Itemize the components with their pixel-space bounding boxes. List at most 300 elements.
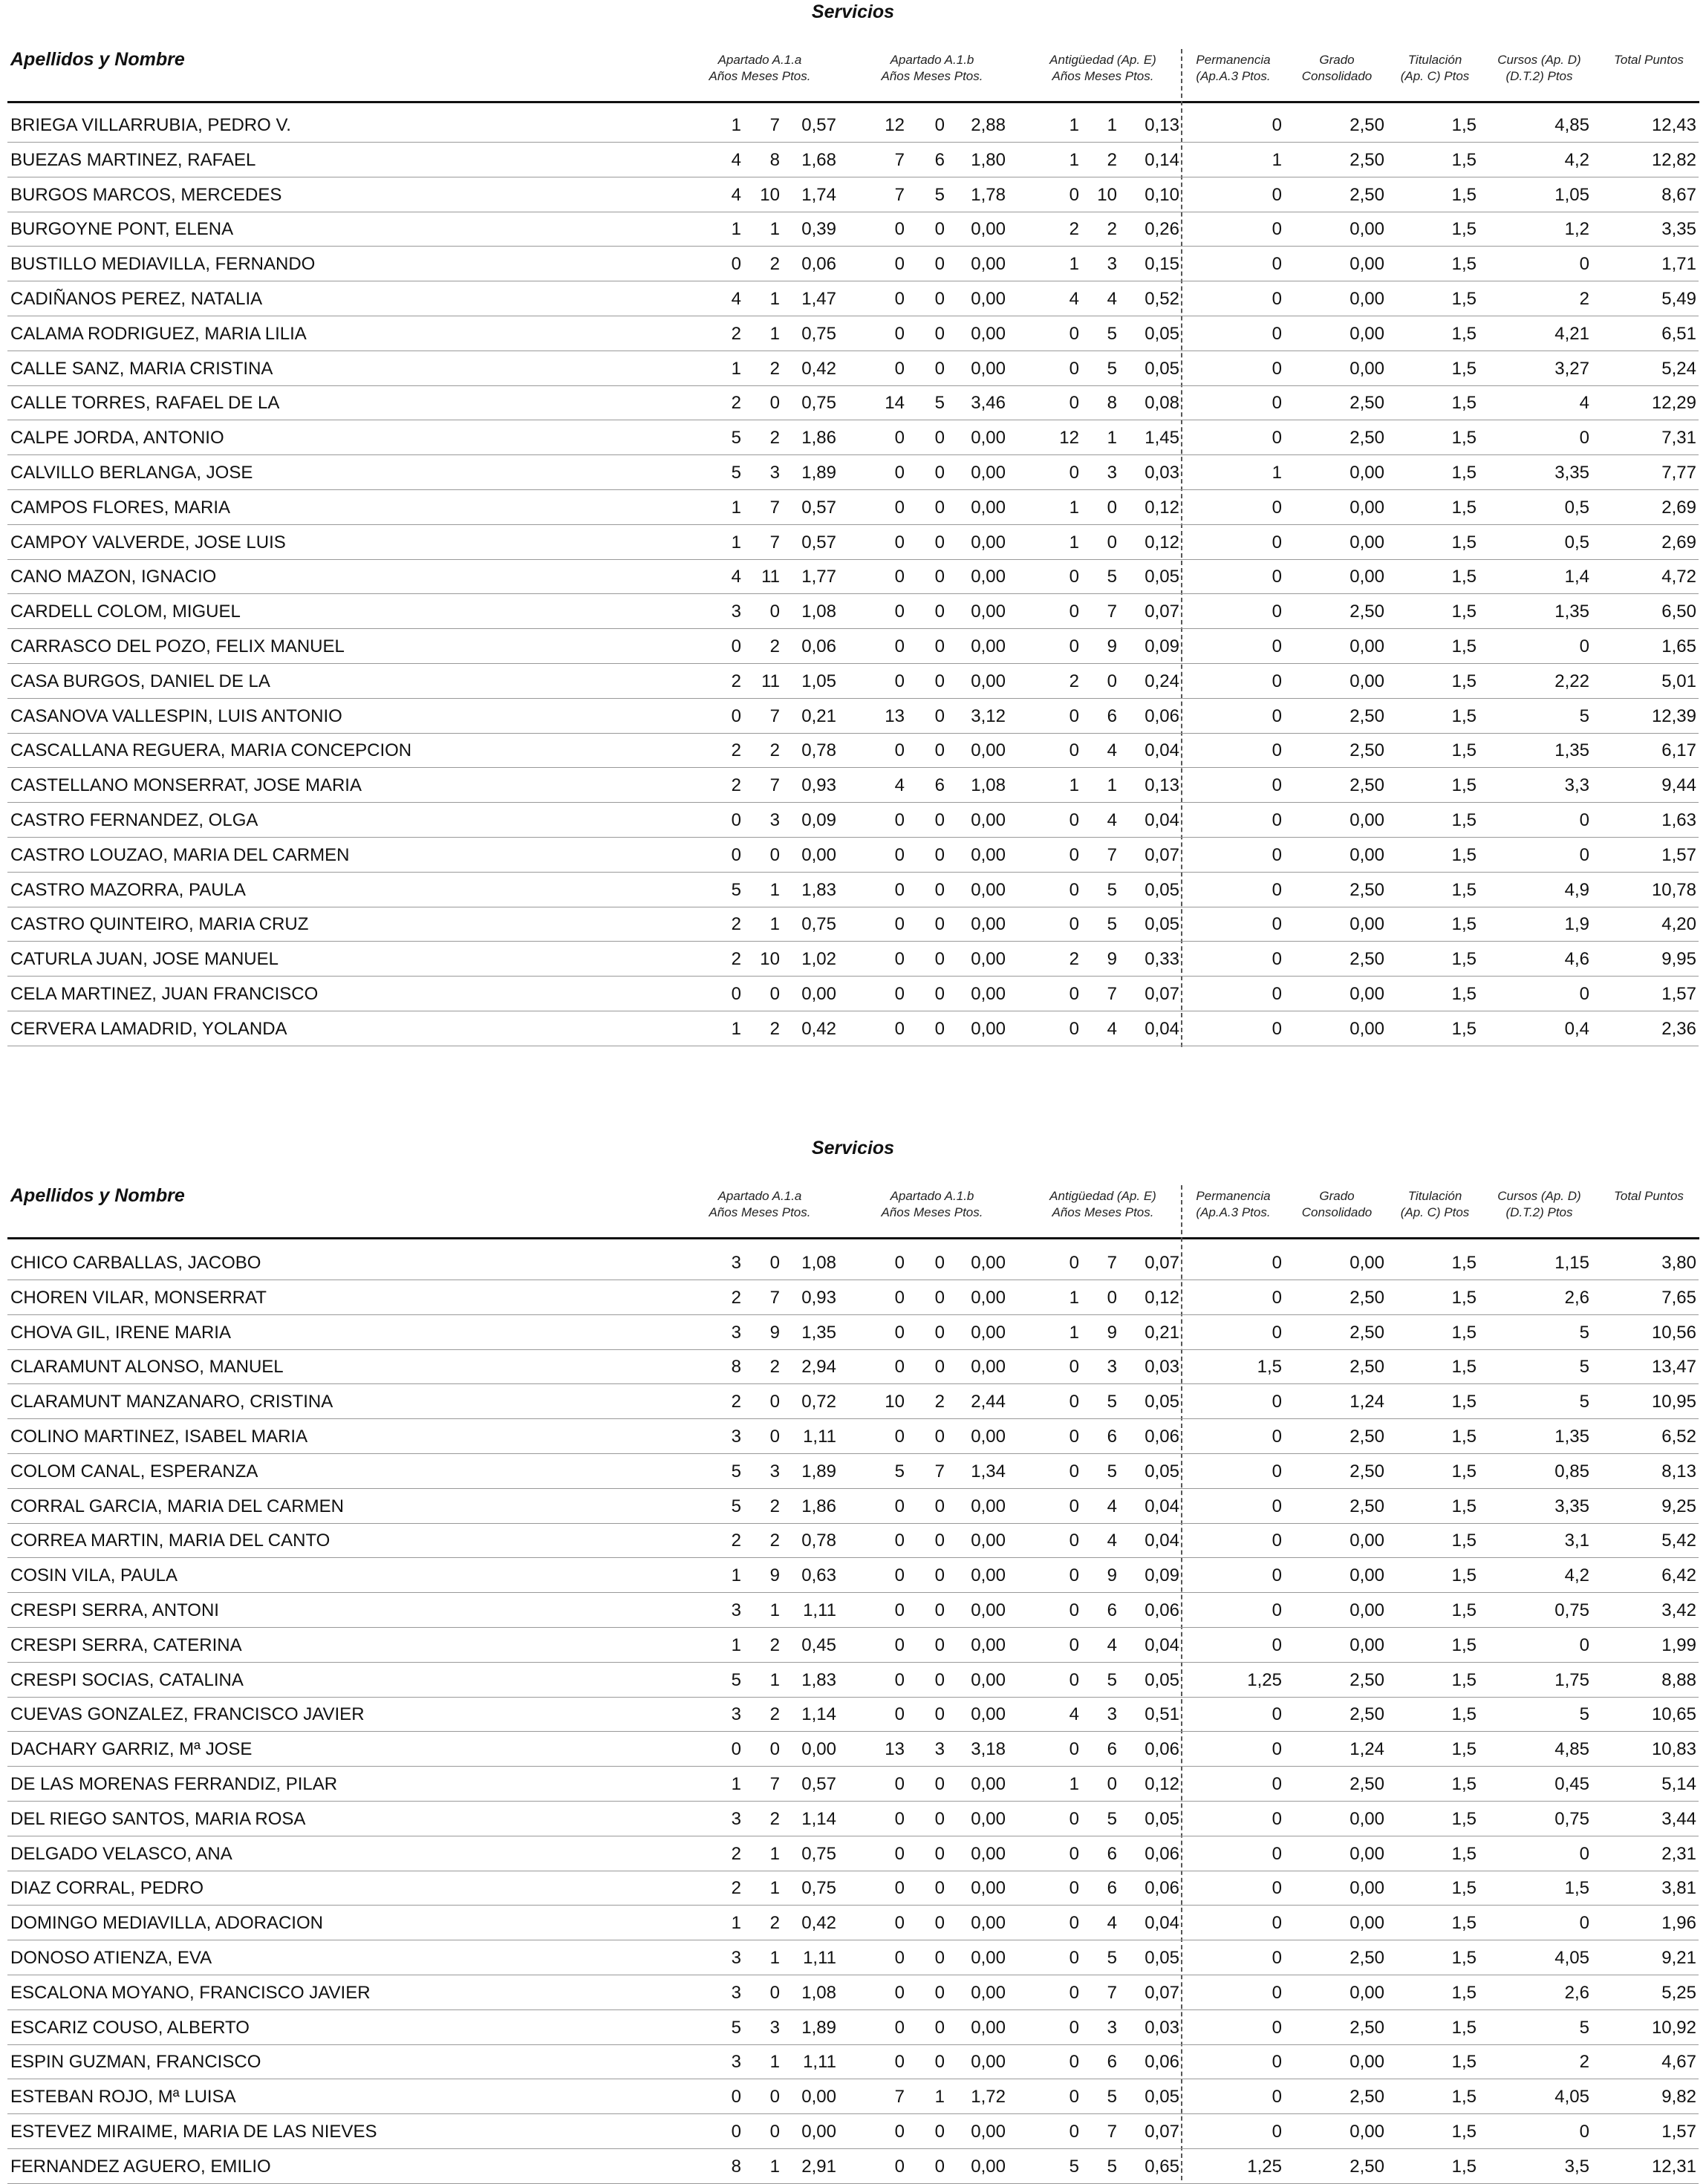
cell-permanencia: 0 (1272, 1427, 1282, 1447)
cell-antig-years: 0 (1069, 324, 1079, 344)
cell-antig-months: 4 (1107, 1913, 1117, 1933)
cell-a1b-points: 0,00 (971, 254, 1006, 274)
cell-antig-points: 0,14 (1145, 150, 1179, 170)
cell-a1a-years: 3 (731, 1948, 741, 1968)
cell-titulacion: 1,5 (1451, 1392, 1477, 1412)
cell-a1b-months: 0 (934, 671, 945, 691)
cell-cursos: 0,75 (1554, 1600, 1589, 1620)
cell-a1b-years: 0 (894, 810, 905, 830)
cell-antig-years: 0 (1069, 1809, 1079, 1829)
cell-a1b-months: 0 (934, 1496, 945, 1516)
cell-a1a-years: 8 (731, 2157, 741, 2177)
cell-a1b-years: 0 (894, 567, 905, 587)
cell-permanencia: 0 (1272, 1531, 1282, 1551)
cell-antig-points: 0,06 (1145, 1427, 1179, 1447)
cell-titulacion: 1,5 (1451, 1913, 1477, 1933)
cell-total: 4,72 (1661, 567, 1696, 587)
cell-antig-years: 0 (1069, 740, 1079, 760)
cell-name: CASANOVA VALLESPIN, LUIS ANTONIO (10, 706, 342, 726)
cell-a1a-months: 2 (769, 1809, 780, 1829)
cell-a1a-months: 7 (769, 498, 780, 518)
table-row (0, 1524, 1706, 1558)
cell-a1a-years: 4 (731, 150, 741, 170)
cell-grado: 1,24 (1350, 1739, 1384, 1759)
cell-a1a-months: 3 (769, 2018, 780, 2038)
cell-name: ESCALONA MOYANO, FRANCISCO JAVIER (10, 1983, 371, 2003)
cell-a1b-points: 0,00 (971, 1531, 1006, 1551)
cell-a1a-months: 0 (769, 845, 780, 865)
cell-name: CAMPOY VALVERDE, JOSE LUIS (10, 532, 286, 552)
cell-antig-points: 0,07 (1145, 602, 1179, 622)
cell-total: 10,78 (1651, 880, 1696, 900)
cell-antig-years: 0 (1069, 1496, 1079, 1516)
cell-cursos: 5 (1579, 706, 1589, 726)
cell-a1b-years: 0 (894, 1878, 905, 1898)
table-row (0, 421, 1706, 455)
cell-titulacion: 1,5 (1451, 1774, 1477, 1794)
cell-total: 5,25 (1661, 1983, 1696, 2003)
cell-cursos: 4,2 (1564, 150, 1589, 170)
cell-a1b-months: 5 (934, 393, 945, 413)
cell-a1b-months: 2 (934, 1392, 945, 1412)
cell-cursos: 1,2 (1564, 219, 1589, 239)
table-row (0, 1455, 1706, 1489)
cell-a1b-months: 0 (934, 115, 945, 135)
cell-a1a-years: 1 (731, 1635, 741, 1655)
cell-antig-years: 1 (1069, 150, 1079, 170)
cell-a1b-points: 0,00 (971, 289, 1006, 309)
cell-total: 9,25 (1661, 1496, 1696, 1516)
cell-antig-months: 4 (1107, 289, 1117, 309)
cell-antig-years: 1 (1069, 254, 1079, 274)
cell-titulacion: 1,5 (1451, 706, 1477, 726)
cell-antig-months: 5 (1107, 880, 1117, 900)
cell-antig-months: 5 (1107, 1461, 1117, 1481)
cell-a1b-points: 0,00 (971, 740, 1006, 760)
cell-a1b-months: 0 (934, 219, 945, 239)
cell-cursos: 2 (1579, 289, 1589, 309)
cell-total: 2,69 (1661, 498, 1696, 518)
cell-a1b-points: 0,00 (971, 498, 1006, 518)
cell-grado: 2,50 (1350, 1774, 1384, 1794)
header-cursos: Cursos (Ap. D) (D.T.2) Ptos (1497, 53, 1581, 83)
cell-antig-points: 0,04 (1145, 1635, 1179, 1655)
table-row (0, 1941, 1706, 1975)
cell-a1b-years: 0 (894, 1496, 905, 1516)
cell-a1b-points: 0,00 (971, 671, 1006, 691)
cell-titulacion: 1,5 (1451, 1844, 1477, 1864)
cell-cursos: 0,75 (1554, 1809, 1589, 1829)
cell-grado: 0,00 (1350, 810, 1384, 830)
cell-grado: 2,50 (1350, 2087, 1384, 2107)
cell-a1b-years: 0 (894, 463, 905, 483)
cell-grado: 0,00 (1350, 1531, 1384, 1551)
table-row (0, 977, 1706, 1011)
cell-grado: 2,50 (1350, 1461, 1384, 1481)
cell-grado: 2,50 (1350, 115, 1384, 135)
cell-titulacion: 1,5 (1451, 1809, 1477, 1829)
cell-a1b-months: 3 (934, 1739, 945, 1759)
cell-a1b-months: 1 (934, 2087, 945, 2107)
cell-a1a-years: 2 (731, 1531, 741, 1551)
cell-a1b-points: 1,08 (971, 775, 1006, 795)
row-rule (7, 628, 1699, 629)
cell-a1b-years: 0 (894, 1809, 905, 1829)
cell-a1a-years: 3 (731, 1600, 741, 1620)
cell-antig-months: 0 (1107, 671, 1117, 691)
cell-a1b-points: 0,00 (971, 1635, 1006, 1655)
cell-a1a-points: 0,09 (801, 810, 836, 830)
cell-permanencia: 0 (1272, 810, 1282, 830)
cell-total: 2,69 (1661, 532, 1696, 552)
table-row (0, 2011, 1706, 2045)
cell-antig-points: 0,05 (1145, 1461, 1179, 1481)
cell-cursos: 5 (1579, 1357, 1589, 1377)
cell-a1b-months: 0 (934, 2052, 945, 2072)
cell-antig-months: 6 (1107, 1878, 1117, 1898)
cell-a1a-years: 2 (731, 740, 741, 760)
table-row (0, 595, 1706, 629)
cell-antig-years: 0 (1069, 1427, 1079, 1447)
cell-a1a-months: 2 (769, 1357, 780, 1377)
cell-a1a-months: 9 (769, 1323, 780, 1343)
cell-antig-points: 0,06 (1145, 706, 1179, 726)
cell-antig-points: 0,05 (1145, 1670, 1179, 1690)
cell-a1a-points: 1,08 (801, 1253, 836, 1273)
cell-cursos: 0 (1579, 428, 1589, 448)
table-row (0, 1246, 1706, 1280)
cell-a1b-months: 0 (934, 636, 945, 656)
cell-a1b-years: 0 (894, 2157, 905, 2177)
header-rule (7, 1237, 1699, 1239)
cell-a1b-years: 0 (894, 1844, 905, 1864)
cell-a1b-points: 0,00 (971, 2018, 1006, 2038)
cell-antig-months: 6 (1107, 706, 1117, 726)
cell-total: 12,29 (1651, 393, 1696, 413)
cell-a1b-points: 0,00 (971, 1253, 1006, 1273)
table-row (0, 526, 1706, 560)
cell-titulacion: 1,5 (1451, 1496, 1477, 1516)
cell-titulacion: 1,5 (1451, 1427, 1477, 1447)
cell-titulacion: 1,5 (1451, 602, 1477, 622)
cell-a1b-months: 0 (934, 498, 945, 518)
cell-name: CRESPI SERRA, CATERINA (10, 1635, 242, 1655)
cell-antig-years: 12 (1059, 428, 1079, 448)
cell-a1a-points: 1,89 (801, 2018, 836, 2038)
cell-total: 4,20 (1661, 914, 1696, 934)
cell-a1a-points: 1,83 (801, 880, 836, 900)
cell-a1a-points: 1,83 (801, 1670, 836, 1690)
cell-a1a-points: 0,78 (801, 740, 836, 760)
cell-a1a-points: 0,72 (801, 1392, 836, 1412)
cell-cursos: 2,6 (1564, 1288, 1589, 1308)
cell-antig-years: 0 (1069, 1253, 1079, 1273)
table-row (0, 873, 1706, 907)
cell-titulacion: 1,5 (1451, 254, 1477, 274)
cell-a1b-years: 0 (894, 359, 905, 379)
cell-antig-years: 0 (1069, 1565, 1079, 1585)
cell-a1b-years: 0 (894, 914, 905, 934)
cell-permanencia: 0 (1272, 949, 1282, 969)
header-titulacion: Titulación (Ap. C) Ptos (1400, 53, 1470, 83)
cell-a1a-years: 0 (731, 636, 741, 656)
cell-a1a-months: 0 (769, 1427, 780, 1447)
cell-titulacion: 1,5 (1451, 498, 1477, 518)
cell-a1b-months: 0 (934, 359, 945, 379)
cell-cursos: 1,5 (1564, 1878, 1589, 1898)
row-rule (7, 1905, 1699, 1906)
cell-a1b-months: 7 (934, 1461, 945, 1481)
cell-a1a-months: 0 (769, 2122, 780, 2142)
cell-a1a-months: 2 (769, 1496, 780, 1516)
cell-grado: 0,00 (1350, 463, 1384, 483)
cell-total: 1,65 (1661, 636, 1696, 656)
cell-a1a-months: 0 (769, 393, 780, 413)
cell-a1a-months: 1 (769, 219, 780, 239)
cell-antig-years: 4 (1069, 1704, 1079, 1724)
cell-titulacion: 1,5 (1451, 984, 1477, 1004)
cell-total: 12,43 (1651, 115, 1696, 135)
cell-titulacion: 1,5 (1451, 185, 1477, 205)
cell-grado: 0,00 (1350, 567, 1384, 587)
cell-permanencia: 0 (1272, 428, 1282, 448)
cell-a1a-years: 0 (731, 810, 741, 830)
header-total: Total Puntos (1614, 53, 1684, 67)
cell-antig-months: 3 (1107, 2018, 1117, 2038)
cell-antig-months: 7 (1107, 1253, 1117, 1273)
cell-grado: 0,00 (1350, 254, 1384, 274)
cell-a1a-months: 3 (769, 810, 780, 830)
cell-a1a-points: 0,06 (801, 636, 836, 656)
table-row (0, 2080, 1706, 2114)
cell-antig-points: 0,15 (1145, 254, 1179, 274)
cell-total: 13,47 (1651, 1357, 1696, 1377)
table-row (0, 247, 1706, 281)
cell-a1b-points: 0,00 (971, 1704, 1006, 1724)
cell-antig-months: 3 (1107, 1357, 1117, 1377)
cell-antig-years: 0 (1069, 810, 1079, 830)
cell-a1a-points: 1,11 (803, 1427, 836, 1447)
cell-antig-points: 0,12 (1145, 532, 1179, 552)
cell-a1b-years: 0 (894, 636, 905, 656)
cell-total: 9,44 (1661, 775, 1696, 795)
cell-permanencia: 0 (1272, 845, 1282, 865)
cell-permanencia: 0 (1272, 880, 1282, 900)
cell-grado: 0,00 (1350, 2052, 1384, 2072)
header-name: Apellidos y Nombre (10, 1185, 185, 1206)
cell-total: 2,36 (1661, 1019, 1696, 1039)
cell-total: 12,39 (1651, 706, 1696, 726)
cell-a1a-years: 2 (731, 1844, 741, 1864)
cell-name: CORRAL GARCIA, MARIA DEL CARMEN (10, 1496, 344, 1516)
cell-a1b-months: 0 (934, 1774, 945, 1794)
cell-cursos: 1,75 (1554, 1670, 1589, 1690)
cell-permanencia: 0 (1272, 1878, 1282, 1898)
cell-permanencia: 0 (1272, 359, 1282, 379)
cell-antig-years: 0 (1069, 359, 1079, 379)
cell-a1b-points: 0,00 (971, 1427, 1006, 1447)
cell-antig-points: 0,08 (1145, 393, 1179, 413)
cell-a1b-years: 0 (894, 1531, 905, 1551)
cell-a1b-points: 0,00 (971, 880, 1006, 900)
cell-a1a-years: 2 (731, 324, 741, 344)
cell-total: 1,57 (1661, 984, 1696, 1004)
cell-a1a-points: 0,00 (801, 845, 836, 865)
cell-antig-months: 5 (1107, 914, 1117, 934)
cell-antig-months: 0 (1107, 1774, 1117, 1794)
cell-a1b-months: 0 (934, 2018, 945, 2038)
cell-a1a-points: 0,39 (801, 219, 836, 239)
cell-a1b-years: 0 (894, 1019, 905, 1039)
table-row (0, 352, 1706, 386)
cell-a1b-months: 0 (934, 2122, 945, 2142)
row-rule (7, 489, 1699, 490)
cell-permanencia: 0 (1272, 1253, 1282, 1273)
cell-antig-points: 0,06 (1145, 1600, 1179, 1620)
cell-titulacion: 1,5 (1451, 428, 1477, 448)
cell-antig-years: 0 (1069, 1983, 1079, 2003)
row-rule (7, 2113, 1699, 2114)
cell-total: 9,82 (1661, 2087, 1696, 2107)
header-rule (7, 101, 1699, 103)
cell-titulacion: 1,5 (1451, 532, 1477, 552)
table-row (0, 456, 1706, 490)
cell-a1a-months: 11 (761, 567, 780, 587)
cell-cursos: 5 (1579, 1323, 1589, 1343)
cell-a1a-months: 11 (761, 671, 780, 691)
cell-name: BUEZAS MARTINEZ, RAFAEL (10, 150, 256, 170)
cell-permanencia: 0 (1272, 2087, 1282, 2107)
cell-a1a-months: 0 (769, 1253, 780, 1273)
cell-titulacion: 1,5 (1451, 324, 1477, 344)
cell-a1b-points: 0,00 (971, 1844, 1006, 1864)
cell-antig-months: 5 (1107, 567, 1117, 587)
cell-antig-points: 0,07 (1145, 984, 1179, 1004)
table-row (0, 178, 1706, 212)
cell-name: DE LAS MORENAS FERRANDIZ, PILAR (10, 1774, 338, 1794)
cell-titulacion: 1,5 (1451, 2122, 1477, 2142)
cell-a1a-points: 0,93 (801, 1288, 836, 1308)
cell-antig-points: 0,03 (1145, 463, 1179, 483)
cell-antig-months: 5 (1107, 2087, 1117, 2107)
cell-titulacion: 1,5 (1451, 1565, 1477, 1585)
cell-a1a-years: 0 (731, 2122, 741, 2142)
cell-grado: 2,50 (1350, 185, 1384, 205)
cell-total: 10,92 (1651, 2018, 1696, 2038)
cell-antig-months: 7 (1107, 602, 1117, 622)
cell-antig-months: 4 (1107, 1531, 1117, 1551)
cell-cursos: 0 (1579, 1635, 1589, 1655)
cell-grado: 0,00 (1350, 1600, 1384, 1620)
cell-grado: 1,24 (1350, 1392, 1384, 1412)
cell-a1b-months: 0 (934, 914, 945, 934)
cell-antig-years: 1 (1069, 1288, 1079, 1308)
cell-titulacion: 1,5 (1451, 1983, 1477, 2003)
cell-a1a-years: 2 (731, 1878, 741, 1898)
cell-antig-points: 0,05 (1145, 1392, 1179, 1412)
cell-titulacion: 1,5 (1451, 1948, 1477, 1968)
cell-a1a-years: 8 (731, 1357, 741, 1377)
cell-permanencia: 0 (1272, 1392, 1282, 1412)
cell-antig-months: 6 (1107, 1427, 1117, 1447)
row-rule (7, 1627, 1699, 1628)
cell-a1a-points: 2,91 (801, 2157, 836, 2177)
cell-antig-months: 3 (1107, 463, 1117, 483)
cell-total: 7,77 (1661, 463, 1696, 483)
cell-total: 6,52 (1661, 1427, 1696, 1447)
cell-titulacion: 1,5 (1451, 1878, 1477, 1898)
cell-a1b-months: 0 (934, 1288, 945, 1308)
cell-antig-points: 0,04 (1145, 1531, 1179, 1551)
cell-antig-points: 0,12 (1145, 1774, 1179, 1794)
cell-a1a-points: 0,21 (801, 706, 836, 726)
cell-a1a-months: 1 (769, 2052, 780, 2072)
cell-name: CLARAMUNT MANZANARO, CRISTINA (10, 1392, 333, 1412)
cell-antig-points: 0,04 (1145, 1496, 1179, 1516)
cell-permanencia: 0 (1272, 185, 1282, 205)
section-title: Servicios (811, 1, 895, 22)
cell-name: CASTELLANO MONSERRAT, JOSE MARIA (10, 775, 362, 795)
cell-cursos: 4,85 (1554, 115, 1589, 135)
cell-permanencia: 0 (1272, 567, 1282, 587)
cell-a1a-years: 5 (731, 2018, 741, 2038)
cell-a1a-months: 0 (769, 1739, 780, 1759)
cell-grado: 2,50 (1350, 949, 1384, 969)
cell-antig-months: 5 (1107, 324, 1117, 344)
cell-antig-years: 0 (1069, 2122, 1079, 2142)
cell-a1b-months: 0 (934, 1427, 945, 1447)
cell-a1b-months: 0 (934, 1531, 945, 1551)
cell-a1b-points: 0,00 (971, 1323, 1006, 1343)
cell-name: ESTEBAN ROJO, Mª LUISA (10, 2087, 236, 2107)
cell-antig-points: 0,52 (1145, 289, 1179, 309)
cell-grado: 0,00 (1350, 914, 1384, 934)
cell-grado: 2,50 (1350, 880, 1384, 900)
cell-a1a-points: 1,11 (803, 1948, 836, 1968)
cell-total: 3,81 (1661, 1878, 1696, 1898)
table-row (0, 1976, 1706, 2010)
table-row (0, 803, 1706, 838)
cell-total: 1,96 (1661, 1913, 1696, 1933)
cell-grado: 0,00 (1350, 984, 1384, 1004)
header-antiguedad: Antigüedad (Ap. E) Años Meses Ptos. (1049, 53, 1156, 83)
cell-permanencia: 0 (1272, 740, 1282, 760)
cell-permanencia: 0 (1272, 1913, 1282, 1933)
table-row (0, 907, 1706, 942)
cell-a1a-points: 0,00 (801, 2122, 836, 2142)
cell-a1a-points: 1,86 (801, 428, 836, 448)
cell-grado: 0,00 (1350, 1913, 1384, 1933)
cell-grado: 2,50 (1350, 393, 1384, 413)
cell-a1b-points: 3,18 (971, 1739, 1006, 1759)
row-rule (7, 1592, 1699, 1593)
cell-cursos: 4,85 (1554, 1739, 1589, 1759)
cell-a1b-months: 0 (934, 532, 945, 552)
cell-antig-points: 0,06 (1145, 1844, 1179, 1864)
cell-antig-months: 4 (1107, 740, 1117, 760)
cell-a1b-years: 0 (894, 428, 905, 448)
table-row (0, 1871, 1706, 1906)
cell-total: 5,42 (1661, 1531, 1696, 1551)
cell-titulacion: 1,5 (1451, 393, 1477, 413)
cell-cursos: 0 (1579, 810, 1589, 830)
cell-cursos: 0,5 (1564, 532, 1589, 552)
cell-a1a-months: 0 (769, 2087, 780, 2107)
cell-name: CALLE SANZ, MARIA CRISTINA (10, 359, 273, 379)
cell-total: 1,63 (1661, 810, 1696, 830)
cell-a1b-months: 0 (934, 740, 945, 760)
cell-titulacion: 1,5 (1451, 949, 1477, 969)
